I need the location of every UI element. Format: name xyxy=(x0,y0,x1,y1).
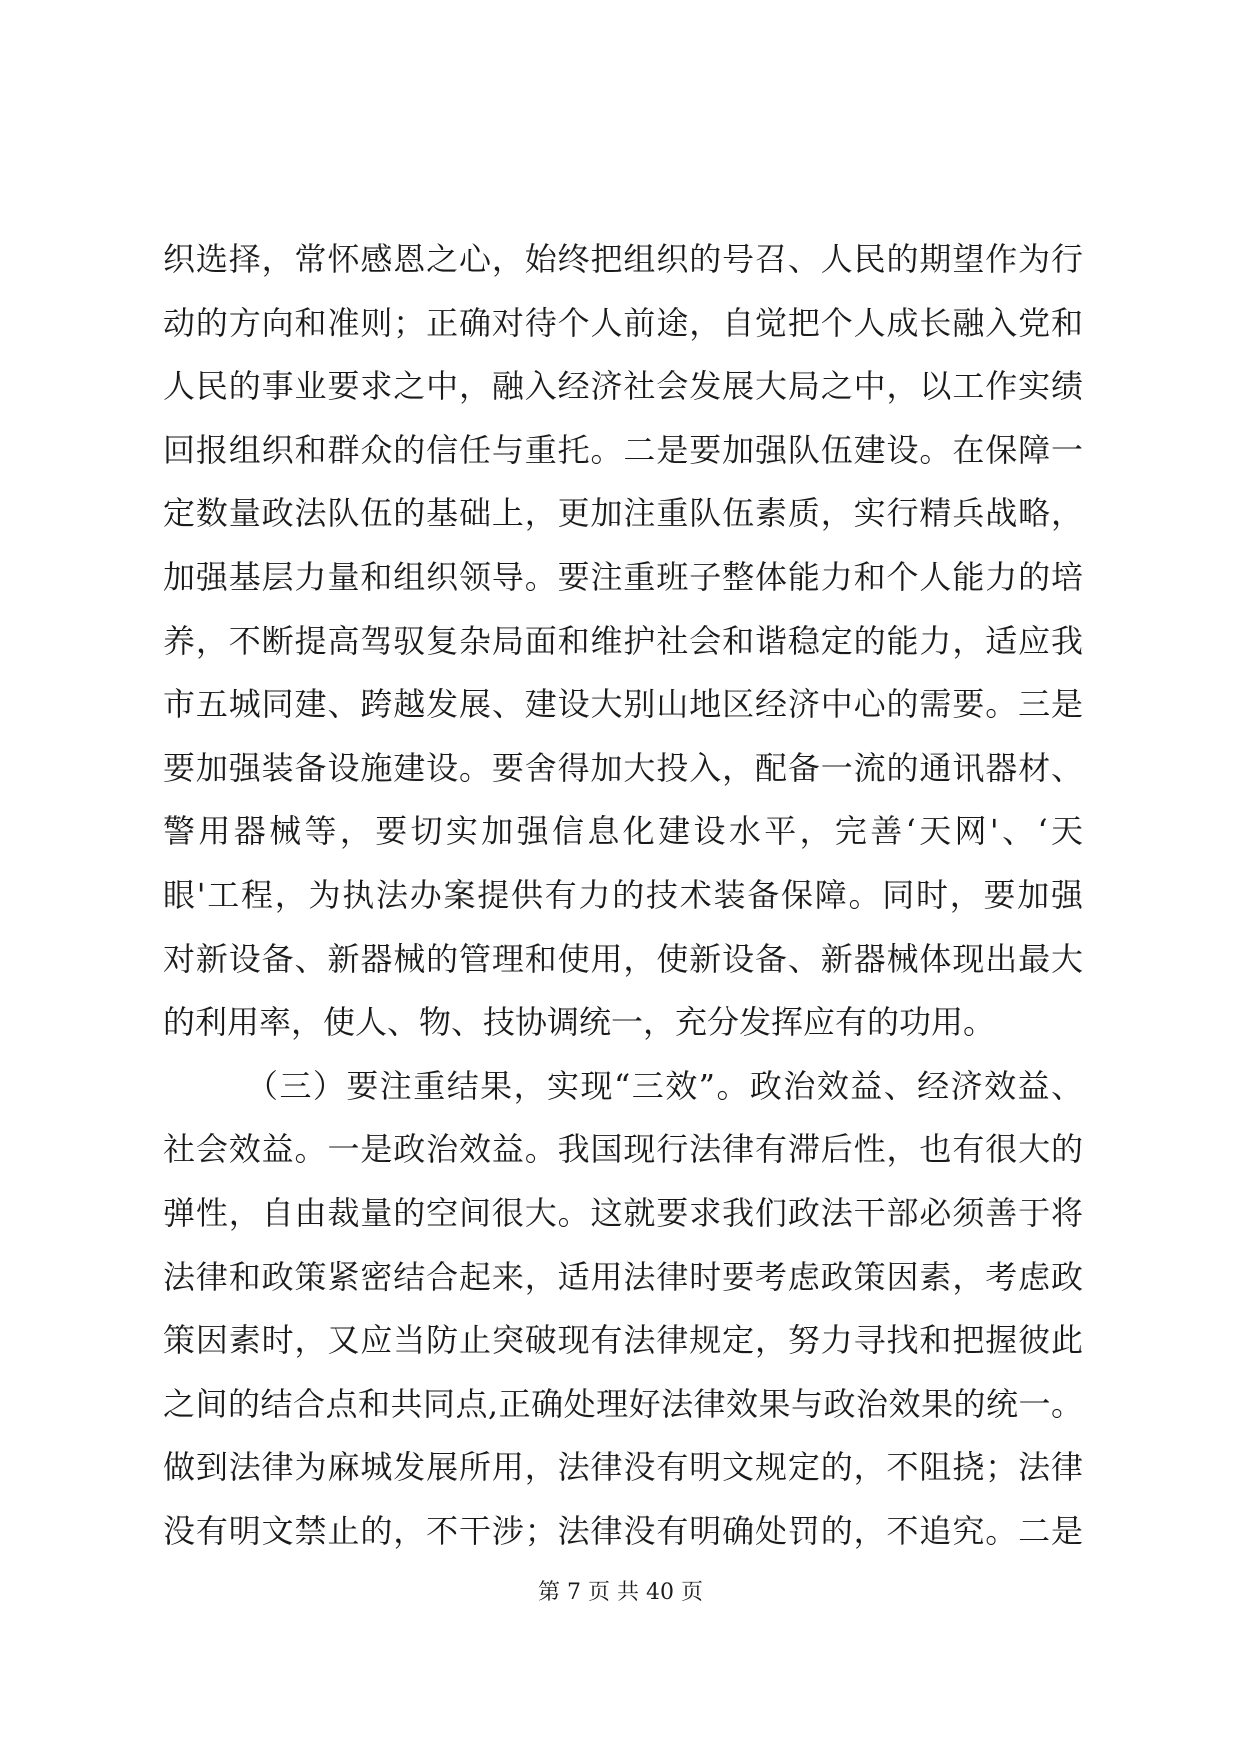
text-line: 之间的结合点和共同点,正确处理好法律效果与政治效果的统一。 xyxy=(163,1384,1083,1423)
text-line: 弹性，自由裁量的空间很大。这就要求我们政法干部必须善于将 xyxy=(163,1193,1083,1232)
text-line: 动的方向和准则；正确对待个人前途，自觉把个人成长融入党和 xyxy=(163,303,1083,342)
paragraph-end-line: 的利用率，使人、物、技协调统一，充分发挥应有的功用。 xyxy=(163,1003,996,1042)
section-heading-line: （三）要注重结果，实现“三效”。政治效益、经济效益、 xyxy=(246,1066,1083,1105)
page-number-footer: 第 7 页 共 40 页 xyxy=(538,1580,703,1605)
text-line: 养，不断提高驾驭复杂局面和维护社会和谐稳定的能力，适应我 xyxy=(163,621,1083,660)
text-line: 做到法律为麻城发展所用，法律没有明文规定的，不阻挠；法律 xyxy=(163,1448,1083,1487)
text-line: 织选择，常怀感恩之心，始终把组织的号召、人民的期望作为行 xyxy=(163,240,1083,278)
text-line: 对新设备、新器械的管理和使用，使新设备、新器械体现出最大 xyxy=(163,939,1083,978)
text-line: 要加强装备设施建设。要舍得加大投入，配备一流的通讯器材、 xyxy=(163,748,1083,787)
text-line: 策因素时，又应当防止突破现有法律规定，努力寻找和把握彼此 xyxy=(163,1321,1083,1360)
text-line: 定数量政法队伍的基础上，更加注重队伍素质，实行精兵战略， xyxy=(163,494,1083,533)
text-line: 回报组织和群众的信任与重托。二是要加强队伍建设。在保障一 xyxy=(163,430,1083,469)
text-line: 法律和政策紧密结合起来，适用法律时要考虑政策因素，考虑政 xyxy=(163,1257,1083,1296)
text-line: 眼'工程，为执法办案提供有力的技术装备保障。同时，要加强 xyxy=(163,875,1083,914)
body-text xyxy=(163,228,1083,1563)
text-line: 没有明文禁止的，不干涉；法律没有明确处罚的，不追究。二是 xyxy=(163,1511,1083,1550)
text-line: 社会效益。一是政治效益。我国现行法律有滞后性，也有很大的 xyxy=(163,1130,1083,1169)
text-line: 警用器械等，要切实加强信息化建设水平，完善‘天网'、‘天 xyxy=(163,812,1083,851)
text-line: 人民的事业要求之中，融入经济社会发展大局之中，以工作实绩 xyxy=(163,367,1083,406)
text-line: 加强基层力量和组织领导。要注重班子整体能力和个人能力的培 xyxy=(163,557,1083,596)
text-line: 市五城同建、跨越发展、建设大别山地区经济中心的需要。三是 xyxy=(163,685,1083,724)
